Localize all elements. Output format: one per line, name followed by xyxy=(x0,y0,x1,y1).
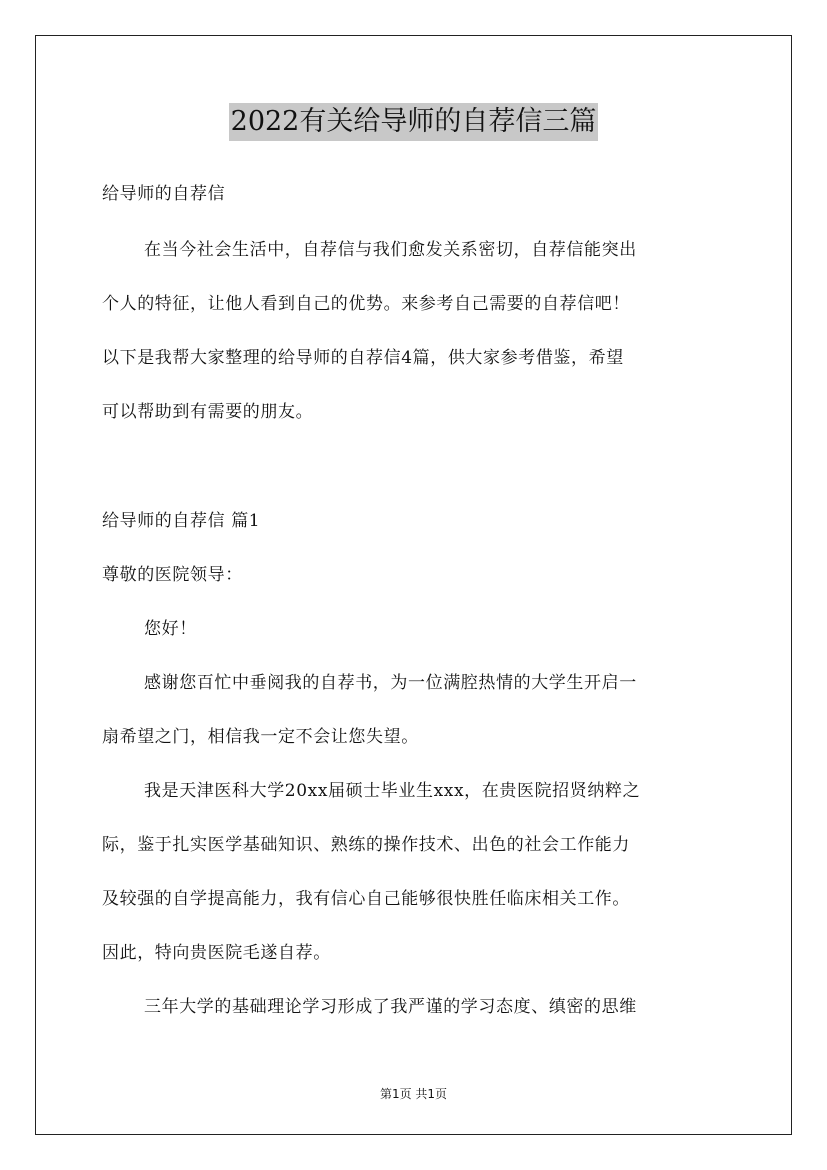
intro-line-4: 可以帮助到有需要的朋友。 xyxy=(102,402,314,422)
intro-line-2: 个人的特征，让他人看到自己的优势。来参考自己需要的自荐信吧！ xyxy=(102,294,630,314)
letter1-greeting: 您好！ xyxy=(144,619,197,639)
letter1-p2-line4: 因此，特向贵医院毛遂自荐。 xyxy=(102,943,331,963)
letter1-p2-line3: 及较强的自学提高能力，我有信心自己能够很快胜任临床相关工作。 xyxy=(102,889,630,909)
page-footer: 第1页 共1页 xyxy=(379,1087,448,1101)
letter1-heading: 给导师的自荐信 篇1 xyxy=(102,511,261,531)
intro-line-3: 以下是我帮大家整理的给导师的自荐信4篇，供大家参考借鉴，希望 xyxy=(102,348,624,368)
letter1-salutation: 尊敬的医院领导： xyxy=(102,565,243,585)
letter1-p2-line1: 我是天津医科大学20xx届硕士毕业生xxx，在贵医院招贤纳粹之 xyxy=(144,781,641,801)
letter1-p1-line2: 扇希望之门，相信我一定不会让您失望。 xyxy=(102,727,419,747)
document-title: 2022有关给导师的自荐信三篇 xyxy=(229,103,599,141)
letter1-p3-line1: 三年大学的基础理论学习形成了我严谨的学习态度、缜密的思维 xyxy=(144,997,637,1017)
intro-line-1: 在当今社会生活中，自荐信与我们愈发关系密切，自荐信能突出 xyxy=(144,240,637,260)
title-wrap xyxy=(0,103,827,141)
section-heading: 给导师的自荐信 xyxy=(102,184,226,204)
letter1-p2-line2: 际，鉴于扎实医学基础知识、熟练的操作技术、出色的社会工作能力 xyxy=(102,835,630,855)
letter1-p1-line1: 感谢您百忙中垂阅我的自荐书，为一位满腔热情的大学生开启一 xyxy=(144,673,637,693)
